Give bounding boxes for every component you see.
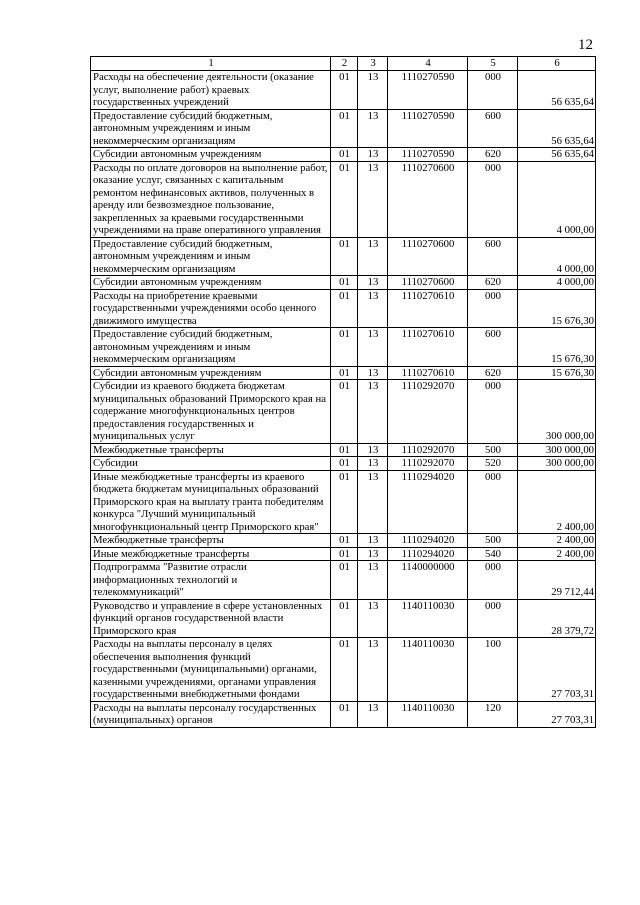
row-name-cell: Субсидии автономным учреждениям — [91, 148, 331, 162]
subsection-code-cell: 13 — [358, 380, 388, 444]
amount-cell: 300 000,00 — [518, 443, 596, 457]
row-name-cell: Предоставление субсидий бюджетным, автономным учреждениям и иным некоммерческим организациям — [91, 237, 331, 276]
target-item-cell: 1110270600 — [388, 161, 468, 237]
subsection-code-cell: 13 — [358, 328, 388, 367]
section-code-cell: 01 — [331, 148, 358, 162]
amount-cell: 56 635,64 — [518, 71, 596, 110]
target-item-cell: 1140110030 — [388, 599, 468, 638]
amount-cell: 15 676,30 — [518, 289, 596, 328]
target-item-cell: 1110292070 — [388, 457, 468, 471]
section-code-cell: 01 — [331, 71, 358, 110]
table-row — [91, 109, 596, 148]
section-code-cell: 01 — [331, 599, 358, 638]
row-name-cell: Субсидии из краевого бюджета бюджетам муниципальных образований Приморского края на содержание многофункциональных центров предоставления государственных и муниципальных услуг — [91, 380, 331, 444]
row-name-cell: Руководство и управление в сфере установленных функций органов государственной власти Приморского края — [91, 599, 331, 638]
row-name-cell: Расходы на выплаты персоналу в целях обеспечения выполнения функций государственными (муниципальными) органами, казенными учреждениями, органами управления государственными внебюджетными фондами — [91, 638, 331, 702]
expense-type-cell: 600 — [468, 237, 518, 276]
expense-type-cell: 000 — [468, 289, 518, 328]
expense-type-cell: 540 — [468, 547, 518, 561]
section-code-cell: 01 — [331, 547, 358, 561]
column-header: 6 — [518, 57, 596, 71]
table-row — [91, 380, 596, 444]
table-header-row — [91, 57, 596, 71]
target-item-cell: 1110270590 — [388, 71, 468, 110]
table-row — [91, 534, 596, 548]
expense-type-cell: 620 — [468, 148, 518, 162]
expense-type-cell: 500 — [468, 534, 518, 548]
amount-cell: 15 676,30 — [518, 328, 596, 367]
table-row — [91, 457, 596, 471]
subsection-code-cell: 13 — [358, 161, 388, 237]
amount-cell: 28 379,72 — [518, 599, 596, 638]
amount-cell: 4 000,00 — [518, 237, 596, 276]
amount-cell: 56 635,64 — [518, 109, 596, 148]
target-item-cell: 1110270600 — [388, 276, 468, 290]
target-item-cell: 1110294020 — [388, 470, 468, 534]
subsection-code-cell: 13 — [358, 443, 388, 457]
section-code-cell: 01 — [331, 534, 358, 548]
expense-type-cell: 600 — [468, 328, 518, 367]
column-header: 2 — [331, 57, 358, 71]
target-item-cell: 1110270610 — [388, 289, 468, 328]
section-code-cell: 01 — [331, 366, 358, 380]
column-header: 4 — [388, 57, 468, 71]
expense-type-cell: 500 — [468, 443, 518, 457]
table-row — [91, 366, 596, 380]
table-row — [91, 161, 596, 237]
subsection-code-cell: 13 — [358, 366, 388, 380]
table-row — [91, 276, 596, 290]
section-code-cell: 01 — [331, 457, 358, 471]
row-name-cell: Межбюджетные трансферты — [91, 534, 331, 548]
table-row — [91, 237, 596, 276]
subsection-code-cell: 13 — [358, 638, 388, 702]
page-number: 12 — [578, 37, 593, 53]
section-code-cell: 01 — [331, 276, 358, 290]
target-item-cell: 1110270600 — [388, 237, 468, 276]
target-item-cell: 1110270610 — [388, 328, 468, 367]
section-code-cell: 01 — [331, 109, 358, 148]
amount-cell: 27 703,31 — [518, 638, 596, 702]
section-code-cell: 01 — [331, 380, 358, 444]
subsection-code-cell: 13 — [358, 457, 388, 471]
row-name-cell: Субсидии — [91, 457, 331, 471]
table-row — [91, 71, 596, 110]
column-header: 5 — [468, 57, 518, 71]
subsection-code-cell: 13 — [358, 109, 388, 148]
section-code-cell: 01 — [331, 561, 358, 600]
expense-type-cell: 620 — [468, 366, 518, 380]
expense-type-cell: 000 — [468, 470, 518, 534]
table-row — [91, 547, 596, 561]
section-code-cell: 01 — [331, 443, 358, 457]
target-item-cell: 1110292070 — [388, 443, 468, 457]
row-name-cell: Иные межбюджетные трансферты — [91, 547, 331, 561]
subsection-code-cell: 13 — [358, 599, 388, 638]
row-name-cell: Подпрограмма "Развитие отрасли информационных технологий и телекоммуникаций" — [91, 561, 331, 600]
amount-cell: 4 000,00 — [518, 161, 596, 237]
target-item-cell: 1110270590 — [388, 148, 468, 162]
subsection-code-cell: 13 — [358, 561, 388, 600]
expense-type-cell: 000 — [468, 161, 518, 237]
table-row — [91, 443, 596, 457]
subsection-code-cell: 13 — [358, 470, 388, 534]
table-row — [91, 470, 596, 534]
expense-type-cell: 600 — [468, 109, 518, 148]
row-name-cell: Межбюджетные трансферты — [91, 443, 331, 457]
table-row — [91, 561, 596, 600]
amount-cell: 2 400,00 — [518, 534, 596, 548]
row-name-cell: Субсидии автономным учреждениям — [91, 276, 331, 290]
target-item-cell: 1110294020 — [388, 534, 468, 548]
expense-type-cell: 520 — [468, 457, 518, 471]
target-item-cell: 1140110030 — [388, 638, 468, 702]
amount-cell: 300 000,00 — [518, 380, 596, 444]
budget-table — [90, 56, 596, 728]
expense-type-cell: 000 — [468, 599, 518, 638]
amount-cell: 300 000,00 — [518, 457, 596, 471]
column-header: 3 — [358, 57, 388, 71]
target-item-cell: 1110292070 — [388, 380, 468, 444]
row-name-cell: Расходы на приобретение краевыми государственными учреждениями особо ценного движимого имущества — [91, 289, 331, 328]
table-row — [91, 599, 596, 638]
subsection-code-cell: 13 — [358, 289, 388, 328]
target-item-cell: 1140000000 — [388, 561, 468, 600]
amount-cell: 2 400,00 — [518, 547, 596, 561]
target-item-cell: 1110270590 — [388, 109, 468, 148]
amount-cell: 56 635,64 — [518, 148, 596, 162]
table-body — [91, 71, 596, 728]
subsection-code-cell: 13 — [358, 701, 388, 727]
amount-cell: 29 712,44 — [518, 561, 596, 600]
table-row — [91, 328, 596, 367]
table-row — [91, 701, 596, 727]
row-name-cell: Субсидии автономным учреждениям — [91, 366, 331, 380]
section-code-cell: 01 — [331, 237, 358, 276]
expense-type-cell: 000 — [468, 71, 518, 110]
target-item-cell: 1140110030 — [388, 701, 468, 727]
section-code-cell: 01 — [331, 161, 358, 237]
expense-type-cell: 000 — [468, 380, 518, 444]
subsection-code-cell: 13 — [358, 547, 388, 561]
amount-cell: 4 000,00 — [518, 276, 596, 290]
subsection-code-cell: 13 — [358, 237, 388, 276]
section-code-cell: 01 — [331, 638, 358, 702]
row-name-cell: Предоставление субсидий бюджетным, автономным учреждениям и иным некоммерческим организациям — [91, 109, 331, 148]
row-name-cell: Расходы на обеспечение деятельности (оказание услуг, выполнение работ) краевых государственных учреждений — [91, 71, 331, 110]
subsection-code-cell: 13 — [358, 534, 388, 548]
row-name-cell: Расходы по оплате договоров на выполнение работ, оказание услуг, связанных с капитальным ремонтом нефинансовых активов, полученных в аренду или безвозмездное пользование, закрепленных за краевыми государственными учреждениями на праве оперативного управления — [91, 161, 331, 237]
row-name-cell: Расходы на выплаты персоналу государственных (муниципальных) органов — [91, 701, 331, 727]
row-name-cell: Иные межбюджетные трансферты из краевого бюджета бюджетам муниципальных образований Приморского края на выплату гранта победителям конкурса "Лучший муниципальный многофункциональный центр Приморского края" — [91, 470, 331, 534]
expense-type-cell: 000 — [468, 561, 518, 600]
section-code-cell: 01 — [331, 470, 358, 534]
expense-type-cell: 120 — [468, 701, 518, 727]
subsection-code-cell: 13 — [358, 71, 388, 110]
amount-cell: 15 676,30 — [518, 366, 596, 380]
table-row — [91, 148, 596, 162]
table-row — [91, 289, 596, 328]
section-code-cell: 01 — [331, 289, 358, 328]
amount-cell: 27 703,31 — [518, 701, 596, 727]
subsection-code-cell: 13 — [358, 276, 388, 290]
target-item-cell: 1110270610 — [388, 366, 468, 380]
row-name-cell: Предоставление субсидий бюджетным, автономным учреждениям и иным некоммерческим организациям — [91, 328, 331, 367]
section-code-cell: 01 — [331, 328, 358, 367]
amount-cell: 2 400,00 — [518, 470, 596, 534]
expense-type-cell: 620 — [468, 276, 518, 290]
column-header: 1 — [91, 57, 331, 71]
subsection-code-cell: 13 — [358, 148, 388, 162]
expense-type-cell: 100 — [468, 638, 518, 702]
section-code-cell: 01 — [331, 701, 358, 727]
table-row — [91, 638, 596, 702]
target-item-cell: 1110294020 — [388, 547, 468, 561]
